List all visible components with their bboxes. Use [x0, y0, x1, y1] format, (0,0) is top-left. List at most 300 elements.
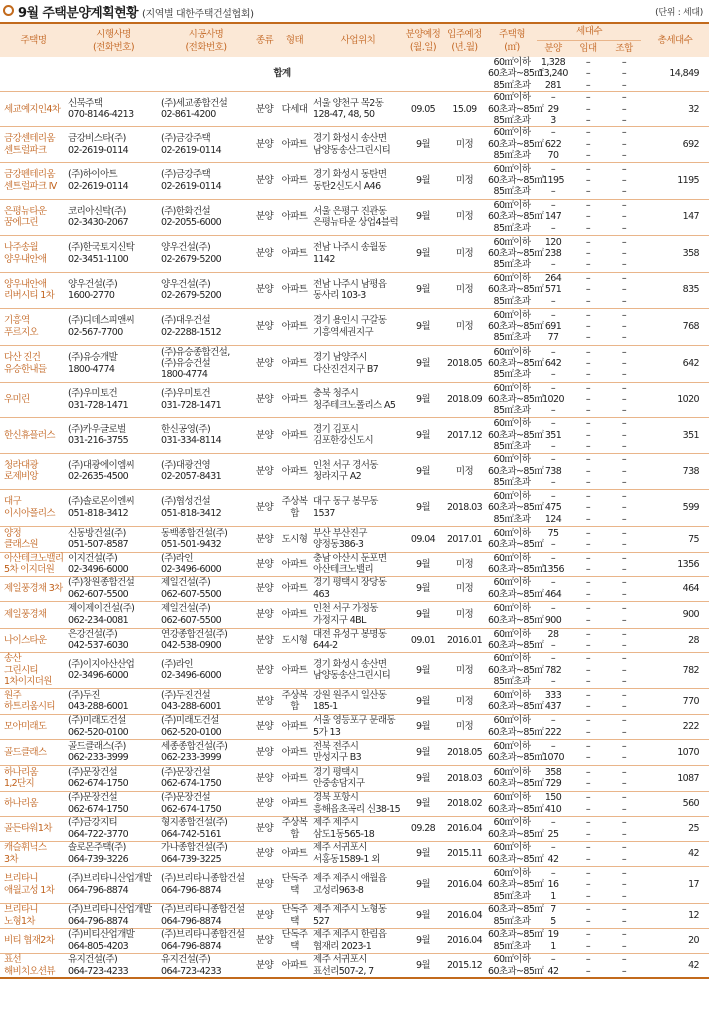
- form-cell: 아파트: [277, 576, 312, 601]
- table-row: [0, 162, 709, 199]
- builder-cell: (주)라인 02-3496-6000: [160, 552, 252, 576]
- housing-name: 다산 진건 유승한내들: [0, 345, 67, 382]
- housing-name: 나이스타운: [0, 628, 67, 652]
- sale-counts-cell: 19 1: [537, 928, 569, 953]
- kind-cell: 분양: [252, 417, 277, 453]
- header-move-in: 입주예정 (년.월): [442, 23, 487, 57]
- housing-name: 금강센테리움 센트럴파크: [0, 127, 67, 162]
- kind-cell: 분양: [252, 92, 277, 127]
- union-counts-cell: – – –: [607, 92, 641, 127]
- rent-counts-cell: – – –: [569, 382, 607, 417]
- sale-date-cell: 09.04: [404, 526, 442, 552]
- kind-cell: 분양: [252, 127, 277, 162]
- kind-cell: 분양: [252, 903, 277, 928]
- housing-name: 금강펜테리움 센트럴파크 IV: [0, 162, 67, 199]
- rent-counts-cell: – –: [569, 739, 607, 765]
- table-row: [0, 841, 709, 866]
- form-cell: 주상복합: [277, 688, 312, 714]
- rent-counts-cell: – –: [569, 791, 607, 816]
- housing-name: 브리타니 노형1차: [0, 903, 67, 928]
- union-counts-cell: – –: [607, 903, 641, 928]
- move-in-cell: 미정: [442, 308, 487, 345]
- size-types-cell: 60㎡이하 60초과~85㎡ 85㎡초과: [488, 346, 544, 381]
- developer-cell: (주)카우글로벌 031-216-3755: [67, 417, 160, 453]
- developer-cell: (주)하이아트 02-2619-0114: [67, 162, 160, 199]
- total-cell: 464: [641, 576, 709, 601]
- housing-name: 제일풍경채 3차: [0, 576, 67, 601]
- rent-counts-cell: – – –: [569, 345, 607, 382]
- housing-name: 송산 그린시티 1차이지더원: [0, 652, 67, 688]
- location-cell: 대구 동구 봉무동 1537: [312, 489, 404, 526]
- form-cell: 아파트: [277, 199, 312, 235]
- developer-cell: 은강건설(주) 042-537-6030: [67, 628, 160, 652]
- form-cell: 단독주택: [277, 928, 312, 953]
- builder-cell: (주)브리타니종합건설 064-796-8874: [160, 903, 252, 928]
- builder-cell: (주)금강주택 02-2619-0114: [160, 127, 252, 162]
- builder-cell: (주)대우건설 02-2288-1512: [160, 308, 252, 345]
- total-cell: 738: [641, 453, 709, 489]
- housing-name: 청라대광 로제비앙: [0, 453, 67, 489]
- union-counts-cell: – – –: [607, 127, 641, 162]
- sale-date-cell: 9월: [404, 903, 442, 928]
- move-in-cell: 미정: [442, 688, 487, 714]
- sale-date-cell: 9월: [404, 739, 442, 765]
- union-counts-cell: – –: [607, 841, 641, 866]
- table-row: [0, 928, 709, 953]
- sale-date-cell: 9월: [404, 308, 442, 345]
- sale-date-cell: 09.28: [404, 816, 442, 841]
- size-types-cell: 60㎡이하 60초과~85㎡: [488, 689, 544, 713]
- location-cell: 경기 남양주시 다산진건지구 B7: [312, 345, 404, 382]
- sale-date-cell: 9월: [404, 953, 442, 978]
- table-row: [0, 953, 709, 978]
- housing-name: 우미린: [0, 382, 67, 417]
- move-in-cell: 미정: [442, 714, 487, 739]
- summary-union-counts: – – –: [607, 57, 641, 92]
- union-counts-cell: – –: [607, 791, 641, 816]
- sale-date-cell: 9월: [404, 652, 442, 688]
- developer-cell: (주)유승개발 1800-4774: [67, 345, 160, 382]
- union-counts-cell: – –: [607, 576, 641, 601]
- page-title: 9월 주택분양계획현황 (지역별 대한주택건설협회): [18, 6, 254, 21]
- location-cell: 제주 서귀포시 서홍동1589-1 외: [312, 841, 404, 866]
- builder-cell: 가나종합건설(주) 064-739-3225: [160, 841, 252, 866]
- union-counts-cell: – – –: [607, 345, 641, 382]
- move-in-cell: 미정: [442, 652, 487, 688]
- table-row: [0, 92, 709, 127]
- header-size: 주택형 (㎡): [487, 23, 537, 57]
- move-in-cell: 2017.12: [442, 417, 487, 453]
- summary-rent-counts: – – –: [569, 57, 607, 92]
- location-cell: 강원 원주시 일산동 185-1: [312, 688, 404, 714]
- rent-counts-cell: – –: [569, 628, 607, 652]
- size-types-cell: 60㎡이하 60초과~85㎡ 85㎡초과: [488, 273, 544, 307]
- developer-cell: (주)금강지티 064-722-3770: [67, 816, 160, 841]
- sale-counts-cell: 358 729: [537, 765, 569, 791]
- union-counts-cell: – –: [607, 601, 641, 628]
- total-cell: 692: [641, 127, 709, 162]
- builder-cell: (주)두진건설 043-288-6001: [160, 688, 252, 714]
- total-cell: 222: [641, 714, 709, 739]
- builder-cell: 동백종합건설(주) 051-501-9432: [160, 526, 252, 552]
- union-counts-cell: – – –: [607, 199, 641, 235]
- form-cell: 아파트: [277, 162, 312, 199]
- developer-cell: 골드클래스(주) 062-233-3999: [67, 739, 160, 765]
- size-types-cell: 60㎡이하 60초과~85㎡ 85㎡초과: [488, 200, 544, 234]
- location-cell: 전남 나주시 남평읍 동사리 103-3: [312, 272, 404, 308]
- table-row: [0, 235, 709, 272]
- size-types-cell: 60㎡이하 60초과~85㎡: [488, 817, 544, 840]
- size-types-cell: 60㎡이하 60초과~85㎡: [488, 628, 544, 652]
- union-counts-cell: – –: [607, 714, 641, 739]
- sale-date-cell: 9월: [404, 345, 442, 382]
- move-in-cell: 2015.11: [442, 841, 487, 866]
- rent-counts-cell: – – –: [569, 235, 607, 272]
- table-header: [0, 23, 709, 57]
- housing-name: 양정 클래스원: [0, 526, 67, 552]
- location-cell: 부산 부산진구 양정동386-3: [312, 526, 404, 552]
- kind-cell: 분양: [252, 841, 277, 866]
- housing-name: 원주 하트리움시티: [0, 688, 67, 714]
- union-counts-cell: – –: [607, 953, 641, 978]
- move-in-cell: 미정: [442, 453, 487, 489]
- form-cell: 도시형: [277, 628, 312, 652]
- rent-counts-cell: – –: [569, 841, 607, 866]
- move-in-cell: 미정: [442, 272, 487, 308]
- sale-date-cell: 9월: [404, 791, 442, 816]
- builder-cell: 세종종합건설(주) 062-233-3999: [160, 739, 252, 765]
- housing-name: 은평뉴타운 꿈에그린: [0, 199, 67, 235]
- table-row: [0, 765, 709, 791]
- kind-cell: 분양: [252, 601, 277, 628]
- housing-name: 제일풍경채: [0, 601, 67, 628]
- rent-counts-cell: – – –: [569, 127, 607, 162]
- total-cell: 32: [641, 92, 709, 127]
- move-in-cell: 2015.12: [442, 953, 487, 978]
- table-row: [0, 739, 709, 765]
- sale-date-cell: 9월: [404, 127, 442, 162]
- union-counts-cell: – – –: [607, 308, 641, 345]
- sale-counts-cell: – 782 –: [537, 652, 569, 688]
- move-in-cell: 2018.05: [442, 739, 487, 765]
- developer-cell: (주)문장건설 062-674-1750: [67, 791, 160, 816]
- table-row: [0, 526, 709, 552]
- location-cell: 경기 김포시 김포한강신도시: [312, 417, 404, 453]
- form-cell: 아파트: [277, 739, 312, 765]
- form-cell: 아파트: [277, 453, 312, 489]
- table-row: [0, 272, 709, 308]
- form-cell: 아파트: [277, 382, 312, 417]
- kind-cell: 분양: [252, 816, 277, 841]
- table-row: [0, 417, 709, 453]
- form-cell: 아파트: [277, 235, 312, 272]
- builder-cell: (주)협성건설 051-818-3412: [160, 489, 252, 526]
- sale-date-cell: 9월: [404, 552, 442, 576]
- size-types-cell: 60㎡이하 60초과~85㎡ 85㎡초과: [488, 236, 544, 271]
- housing-name: 브리타니 애월고성 1차: [0, 866, 67, 903]
- form-cell: 아파트: [277, 841, 312, 866]
- housing-name: 캐슬휘닉스 3차: [0, 841, 67, 866]
- location-cell: 제주 제주시 애월읍 고성리963-8: [312, 866, 404, 903]
- sale-counts-cell: 75 –: [537, 526, 569, 552]
- table-row: [0, 199, 709, 235]
- unit-note: (단위 : 세대): [655, 8, 703, 18]
- form-cell: 아파트: [277, 601, 312, 628]
- union-counts-cell: – –: [607, 552, 641, 576]
- rent-counts-cell: – –: [569, 816, 607, 841]
- builder-cell: (주)문장건설 062-674-1750: [160, 765, 252, 791]
- header-total: 총세대수: [641, 23, 709, 57]
- housing-name: 세교예지인4차: [0, 92, 67, 127]
- sale-counts-cell: 264 571 –: [537, 272, 569, 308]
- table-row: [0, 903, 709, 928]
- size-types-cell: 60㎡이하 60초과~85㎡ 85㎡초과: [488, 309, 544, 344]
- developer-cell: (주)디데스피앤씨 02-567-7700: [67, 308, 160, 345]
- union-counts-cell: – –: [607, 688, 641, 714]
- sale-date-cell: 9월: [404, 928, 442, 953]
- total-cell: 1087: [641, 765, 709, 791]
- builder-cell: 제일건설(주) 062-607-5500: [160, 576, 252, 601]
- table-body: [0, 57, 709, 978]
- rent-counts-cell: – – –: [569, 489, 607, 526]
- move-in-cell: 2016.04: [442, 816, 487, 841]
- housing-name: 대구 이시아폴리스: [0, 489, 67, 526]
- location-cell: 인천 서구 가정동 가정지구 4BL: [312, 601, 404, 628]
- table-row: [0, 714, 709, 739]
- total-cell: 642: [641, 345, 709, 382]
- union-counts-cell: – –: [607, 628, 641, 652]
- kind-cell: 분양: [252, 199, 277, 235]
- sale-counts-cell: – 25: [537, 816, 569, 841]
- developer-cell: (주)우미토건 031-728-1471: [67, 382, 160, 417]
- location-cell: 경북 포항시 흥해읍초곡리 신38-15: [312, 791, 404, 816]
- location-cell: 충북 청주시 청주테크노폴리스 A5: [312, 382, 404, 417]
- kind-cell: 분양: [252, 576, 277, 601]
- move-in-cell: 2018.03: [442, 489, 487, 526]
- kind-cell: 분양: [252, 308, 277, 345]
- form-cell: 주상복합: [277, 816, 312, 841]
- total-cell: 900: [641, 601, 709, 628]
- total-cell: 147: [641, 199, 709, 235]
- sale-date-cell: 9월: [404, 272, 442, 308]
- rent-counts-cell: – – –: [569, 652, 607, 688]
- form-cell: 아파트: [277, 652, 312, 688]
- table-row: [0, 489, 709, 526]
- move-in-cell: 2018.03: [442, 765, 487, 791]
- sale-counts-cell: – 222: [537, 714, 569, 739]
- form-cell: 주상복합: [277, 489, 312, 526]
- size-types-cell: 60초과~85㎡ 85㎡초과: [488, 904, 544, 927]
- rent-counts-cell: – –: [569, 928, 607, 953]
- kind-cell: 분양: [252, 489, 277, 526]
- summary-blank: [0, 57, 252, 92]
- kind-cell: 분양: [252, 345, 277, 382]
- location-cell: 경기 화성시 송산면 남양동송산그린시티: [312, 127, 404, 162]
- total-cell: 12: [641, 903, 709, 928]
- housing-name: 모아미래도: [0, 714, 67, 739]
- table-row: [0, 816, 709, 841]
- rent-counts-cell: – –: [569, 576, 607, 601]
- size-types-cell: 60㎡이하 60초과~85㎡: [487, 601, 537, 628]
- housing-name: 양우내안애 리버시티 1차: [0, 272, 67, 308]
- move-in-cell: 미정: [442, 601, 487, 628]
- rent-counts-cell: – – –: [569, 92, 607, 127]
- union-counts-cell: – – –: [607, 235, 641, 272]
- builder-cell: (주)브리타니종합건설 064-796-8874: [160, 928, 252, 953]
- union-counts-cell: – – –: [607, 162, 641, 199]
- total-cell: 42: [641, 953, 709, 978]
- header-rent: 임대: [569, 40, 607, 57]
- sale-date-cell: 09.05: [404, 92, 442, 127]
- housing-name: 한신휴플러스: [0, 417, 67, 453]
- builder-cell: (주)금강주택 02-2619-0114: [160, 162, 252, 199]
- union-counts-cell: – – –: [607, 417, 641, 453]
- total-cell: 770: [641, 688, 709, 714]
- move-in-cell: 미정: [442, 552, 487, 576]
- developer-cell: 신묵주택 070-8146-4213: [67, 92, 160, 127]
- builder-cell: (주)브리타니종합건설 064-796-8874: [160, 866, 252, 903]
- form-cell: 단독주택: [277, 903, 312, 928]
- kind-cell: 분양: [252, 552, 277, 576]
- header-sale: 분양: [537, 40, 569, 57]
- location-cell: 인천 서구 경서동 청라지구 A2: [312, 453, 404, 489]
- total-cell: 358: [641, 235, 709, 272]
- form-cell: 아파트: [277, 345, 312, 382]
- sale-date-cell: 9월: [404, 235, 442, 272]
- location-cell: 경기 용인시 구갈동 기흥역세권지구: [312, 308, 404, 345]
- developer-cell: (주)미래도건설 062-520-0100: [67, 714, 160, 739]
- header-households: 세대수: [537, 23, 641, 40]
- kind-cell: 분양: [252, 765, 277, 791]
- header-sale-date: 분양예정 (월.일): [404, 23, 442, 57]
- builder-cell: 양우건설(주) 02-2679-5200: [160, 272, 252, 308]
- header-form: 형태: [277, 23, 312, 57]
- location-cell: 제주 서귀포시 표선리507-2, 7: [312, 953, 404, 978]
- sale-counts-cell: – 1356: [537, 552, 569, 576]
- builder-cell: (주)미래도건설 062-520-0100: [160, 714, 252, 739]
- total-cell: 768: [641, 308, 709, 345]
- table-row: [0, 308, 709, 345]
- size-types-cell: 60㎡이하 60초과~85㎡ 85㎡초과: [488, 490, 544, 525]
- move-in-cell: 2016.01: [442, 628, 487, 652]
- sale-date-cell: 9월: [404, 841, 442, 866]
- developer-cell: (주)두진 043-288-6001: [67, 688, 160, 714]
- form-cell: 다세대: [277, 92, 312, 127]
- size-types-cell: 60㎡이하 60초과~85㎡ 85㎡초과: [488, 127, 544, 162]
- form-cell: 아파트: [277, 791, 312, 816]
- total-cell: 1195: [641, 162, 709, 199]
- rent-counts-cell: – –: [569, 552, 607, 576]
- size-types-cell: 60㎡이하 60초과~85㎡: [488, 577, 544, 600]
- union-counts-cell: – –: [607, 928, 641, 953]
- size-types-cell: 60㎡이하 60초과~85㎡: [488, 766, 544, 790]
- move-in-cell: 미정: [442, 199, 487, 235]
- location-cell: 경기 화성시 송산면 남양동송산그린시티: [312, 652, 404, 688]
- rent-counts-cell: – – –: [569, 417, 607, 453]
- table-row: [0, 628, 709, 652]
- table-row: [0, 688, 709, 714]
- kind-cell: 분양: [252, 382, 277, 417]
- form-cell: 아파트: [277, 953, 312, 978]
- rent-counts-cell: – –: [569, 526, 607, 552]
- sale-date-cell: 9월: [404, 866, 442, 903]
- sale-counts-cell: – 642 –: [537, 345, 569, 382]
- rent-counts-cell: – – –: [569, 162, 607, 199]
- total-cell: 1070: [641, 739, 709, 765]
- size-types-cell: 60㎡이하 60초과~85㎡: [488, 792, 544, 815]
- sale-date-cell: 9월: [404, 576, 442, 601]
- rent-counts-cell: – –: [569, 765, 607, 791]
- move-in-cell: 미정: [442, 235, 487, 272]
- size-types-cell: 60㎡이하 60초과~85㎡ 85㎡초과: [488, 92, 544, 127]
- form-cell: 아파트: [277, 308, 312, 345]
- sale-date-cell: 9월: [404, 382, 442, 417]
- table-row: [0, 866, 709, 903]
- size-types-cell: 60㎡이하 60초과~85㎡: [488, 954, 544, 977]
- sale-counts-cell: – 42: [537, 841, 569, 866]
- sale-date-cell: 9월: [404, 453, 442, 489]
- developer-cell: (주)비티산업개발 064-805-4203: [67, 928, 160, 953]
- sale-counts-cell: – 738 –: [537, 453, 569, 489]
- sale-date-cell: 9월: [404, 417, 442, 453]
- sale-date-cell: 9월: [404, 688, 442, 714]
- location-cell: 서울 양천구 목2동 128-47, 48, 50: [312, 92, 404, 127]
- rent-counts-cell: – – –: [569, 199, 607, 235]
- table-row: [0, 791, 709, 816]
- summary-sale-counts: 1,328 13,240 281: [538, 57, 568, 91]
- table-row: [0, 127, 709, 162]
- builder-cell: 제일건설(주) 062-607-5500: [160, 601, 252, 628]
- sale-date-cell: 9월: [404, 601, 442, 628]
- builder-cell: (주)대광건영 02-2057-8431: [160, 453, 252, 489]
- kind-cell: 분양: [252, 791, 277, 816]
- developer-cell: (주)창원종합건설 062-607-5500: [67, 576, 160, 601]
- header-builder: 시공사명 (전화번호): [160, 23, 252, 57]
- sale-counts-cell: 7 5: [537, 903, 569, 928]
- union-counts-cell: – – –: [607, 489, 641, 526]
- rent-counts-cell: – –: [569, 688, 607, 714]
- move-in-cell: 미정: [442, 162, 487, 199]
- sale-date-cell: 9월: [404, 714, 442, 739]
- sale-counts-cell: – 1195 –: [537, 162, 569, 199]
- sale-counts-cell: – 475 124: [537, 489, 569, 526]
- size-types-cell: 60㎡이하 60초과~85㎡: [488, 842, 544, 865]
- location-cell: 전남 나주시 송월동 1142: [312, 235, 404, 272]
- summary-label: 합계: [252, 57, 312, 92]
- kind-cell: 분양: [252, 272, 277, 308]
- table-row: [0, 601, 709, 628]
- total-cell: 599: [641, 489, 709, 526]
- sale-counts-cell: – 900: [537, 601, 569, 628]
- total-cell: 17: [641, 866, 709, 903]
- union-counts-cell: – – –: [607, 866, 641, 903]
- developer-cell: 이지건설(주) 02-3496-6000: [67, 552, 160, 576]
- housing-name: 골든타워1차: [0, 816, 67, 841]
- housing-supply-table: [0, 22, 709, 979]
- bullet-circle-icon: [3, 5, 14, 16]
- size-types-cell: 60초과~85㎡ 85㎡초과: [488, 929, 544, 952]
- developer-cell: (주)한국토지신탁 02-3451-1100: [67, 235, 160, 272]
- sale-date-cell: 9월: [404, 199, 442, 235]
- builder-cell: 한신공영(주) 031-334-8114: [160, 417, 252, 453]
- header-kind: 종류: [252, 23, 277, 57]
- table-row: [0, 345, 709, 382]
- builder-cell: 연강종합건설(주) 042-538-0900: [160, 628, 252, 652]
- builder-cell: 형지종합건설(주) 064-742-5161: [160, 816, 252, 841]
- table-row: [0, 652, 709, 688]
- developer-cell: (주)문장건설 062-674-1750: [67, 765, 160, 791]
- union-counts-cell: – –: [607, 816, 641, 841]
